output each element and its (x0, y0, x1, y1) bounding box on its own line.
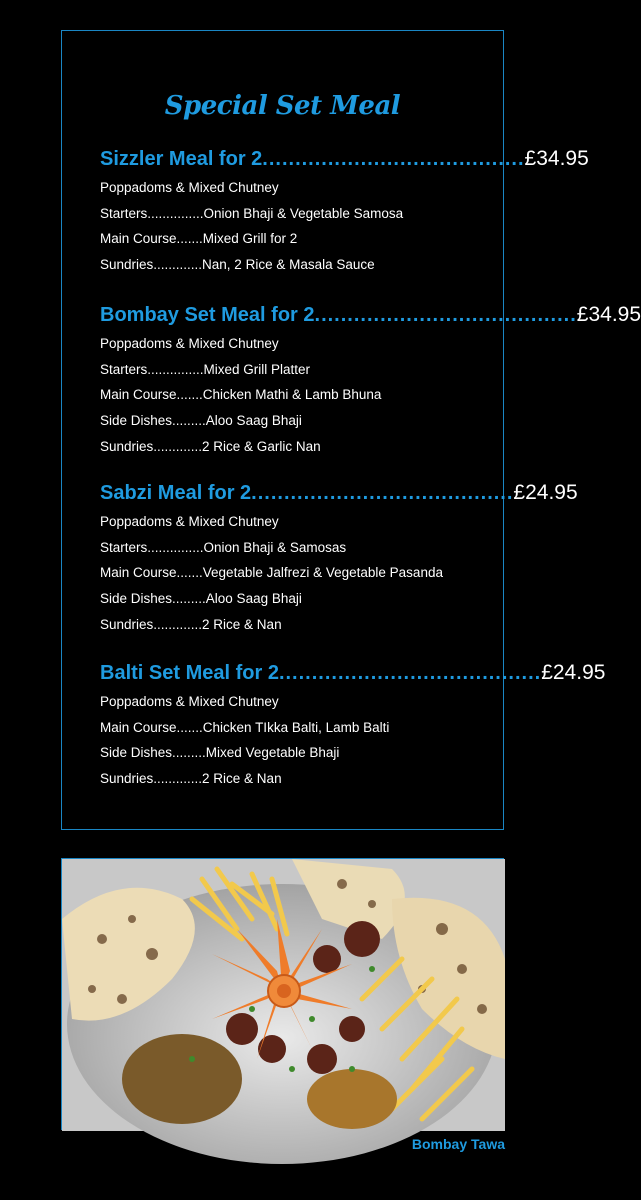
meal-line: Poppadoms & Mixed Chutney (100, 180, 279, 195)
meal-line: Sundries.............2 Rice & Nan (100, 771, 282, 787)
meal-sizzler (100, 147, 589, 278)
food-photo (61, 858, 504, 1130)
meal-balti (100, 661, 606, 792)
meal-line: Poppadoms & Mixed Chutney (100, 694, 279, 709)
meal-name: Balti Set Meal for 2 (100, 662, 279, 684)
menu-title: Special Set Meal (164, 91, 401, 121)
meal-price: £34.95 (524, 147, 589, 170)
meal-line: Main Course.......Chicken TIkka Balti, Lamb Balti (100, 719, 390, 735)
meal-line: Sundries.............2 Rice & Garlic Nan (100, 438, 321, 454)
dot-leader: ........................................ (314, 304, 577, 326)
meal-heading (100, 147, 589, 175)
meal-price: £34.95 (576, 303, 641, 326)
photo-caption: Bombay Tawa (411, 1136, 505, 1152)
meal-line: Main Course.......Chicken Mathi & Lamb Bhuna (100, 387, 382, 403)
meal-heading (100, 481, 578, 509)
dot-leader: ........................................ (262, 148, 525, 170)
meal-name: Sizzler Meal for 2 (100, 148, 263, 170)
meal-line: Side Dishes.........Aloo Saag Bhaji (100, 413, 302, 429)
meal-price: £24.95 (513, 481, 578, 504)
meal-line: Sundries.............Nan, 2 Rice & Masala Sauce (100, 257, 375, 273)
meal-name: Sabzi Meal for 2 (100, 482, 252, 504)
meal-line: Main Course.......Vegetable Jalfrezi & Vegetable Pasanda (100, 565, 443, 581)
food-photo-illustration (62, 859, 505, 1131)
meal-line: Poppadoms & Mixed Chutney (100, 514, 279, 529)
meal-name: Bombay Set Meal for 2 (100, 304, 315, 326)
meal-heading (100, 303, 641, 331)
meal-line: Side Dishes.........Mixed Vegetable Bhaji (100, 745, 340, 761)
dot-leader: ........................................ (278, 662, 542, 684)
meal-line: Poppadoms & Mixed Chutney (100, 336, 279, 351)
meal-line: Sundries.............2 Rice & Nan (100, 616, 282, 632)
meal-sabzi (100, 481, 578, 637)
meal-line: Main Course.......Mixed Grill for 2 (100, 231, 298, 247)
meal-line: Starters...............Onion Bhaji & Samosas (100, 539, 347, 555)
meal-line: Starters...............Mixed Grill Platter (100, 361, 311, 377)
meal-heading (100, 661, 606, 689)
meal-price: £24.95 (541, 661, 606, 684)
meal-line: Side Dishes.........Aloo Saag Bhaji (100, 591, 302, 607)
menu-panel (61, 30, 641, 830)
meal-line: Starters...............Onion Bhaji & Vegetable Samosa (100, 205, 404, 221)
dot-leader: ........................................ (251, 482, 514, 504)
meal-bombay (100, 303, 641, 459)
